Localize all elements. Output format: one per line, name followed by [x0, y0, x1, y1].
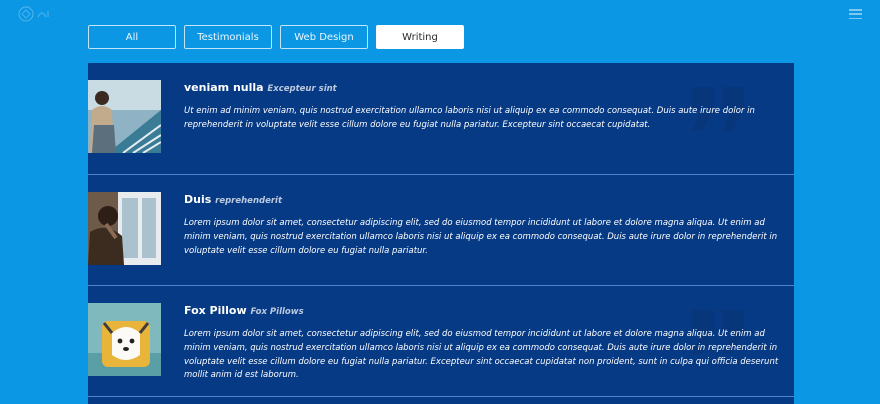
hamburger-icon[interactable]	[849, 9, 862, 19]
list-item	[88, 175, 794, 286]
item-subtitle: reprehenderit	[215, 196, 283, 206]
list-item	[88, 286, 794, 397]
item-text: Lorem ipsum dolor sit amet, consectetur adipiscing elit, sed do eiusmod tempor incididunt ut labore et dolore magna aliqua. Ut enim ad minim veniam, quis nostrud exercitation ullamco laboris nisi ut aliquip ex ea commodo consequat. Duis aute irure dolor in reprehenderit in voluptate velit esse cillum dolore eu fugiat nulla pariatur.	[184, 218, 778, 256]
item-text: Lorem ipsum dolor sit amet, consectetur adipiscing elit, sed do eiusmod tempor incididunt ut labore et dolore magna aliqua. Ut enim ad minim veniam, quis nostrud exercitation ullamco laboris nisi ut aliquip ex ea commodo consequat. Duis aute irure dolor in reprehenderit in voluptate velit esse cillum dolore eu fugiat nulla pariatur. Excepteur sint occaecat cupidatat non proident, sunt in culpa qui officia deserunt mollit anim id est laborum.	[184, 329, 779, 381]
item-subtitle: Fox Pillows	[250, 307, 304, 317]
filter-all[interactable]: All	[88, 25, 176, 49]
person-photo	[88, 80, 161, 153]
item-title: veniam nulla Excepteur sint	[184, 81, 337, 94]
item-title: Fox Pillow Fox Pillows	[184, 304, 304, 317]
filter-bar	[88, 25, 464, 49]
filter-web-design[interactable]: Web Design	[280, 25, 368, 49]
item-title: Duis reprehenderit	[184, 193, 283, 206]
filter-writing[interactable]: Writing	[376, 25, 464, 49]
testimonial-list	[88, 63, 794, 404]
list-item	[88, 63, 794, 175]
filter-testimonials[interactable]: Testimonials	[184, 25, 272, 49]
item-subtitle: Excepteur sint	[267, 84, 337, 94]
site-logo-icon[interactable]	[18, 5, 58, 23]
pillow-photo	[88, 303, 161, 376]
item-text: Ut enim ad minim veniam, quis nostrud exercitation ullamco laboris nisi ut aliquip ex ea commodo consequat. Duis aute irure dolor in reprehenderit in voluptate velit esse cillum dolore eu fugiat nulla pariatur. Excepteur sint occaecat cupidatat.	[184, 106, 755, 130]
person-photo	[88, 192, 161, 265]
